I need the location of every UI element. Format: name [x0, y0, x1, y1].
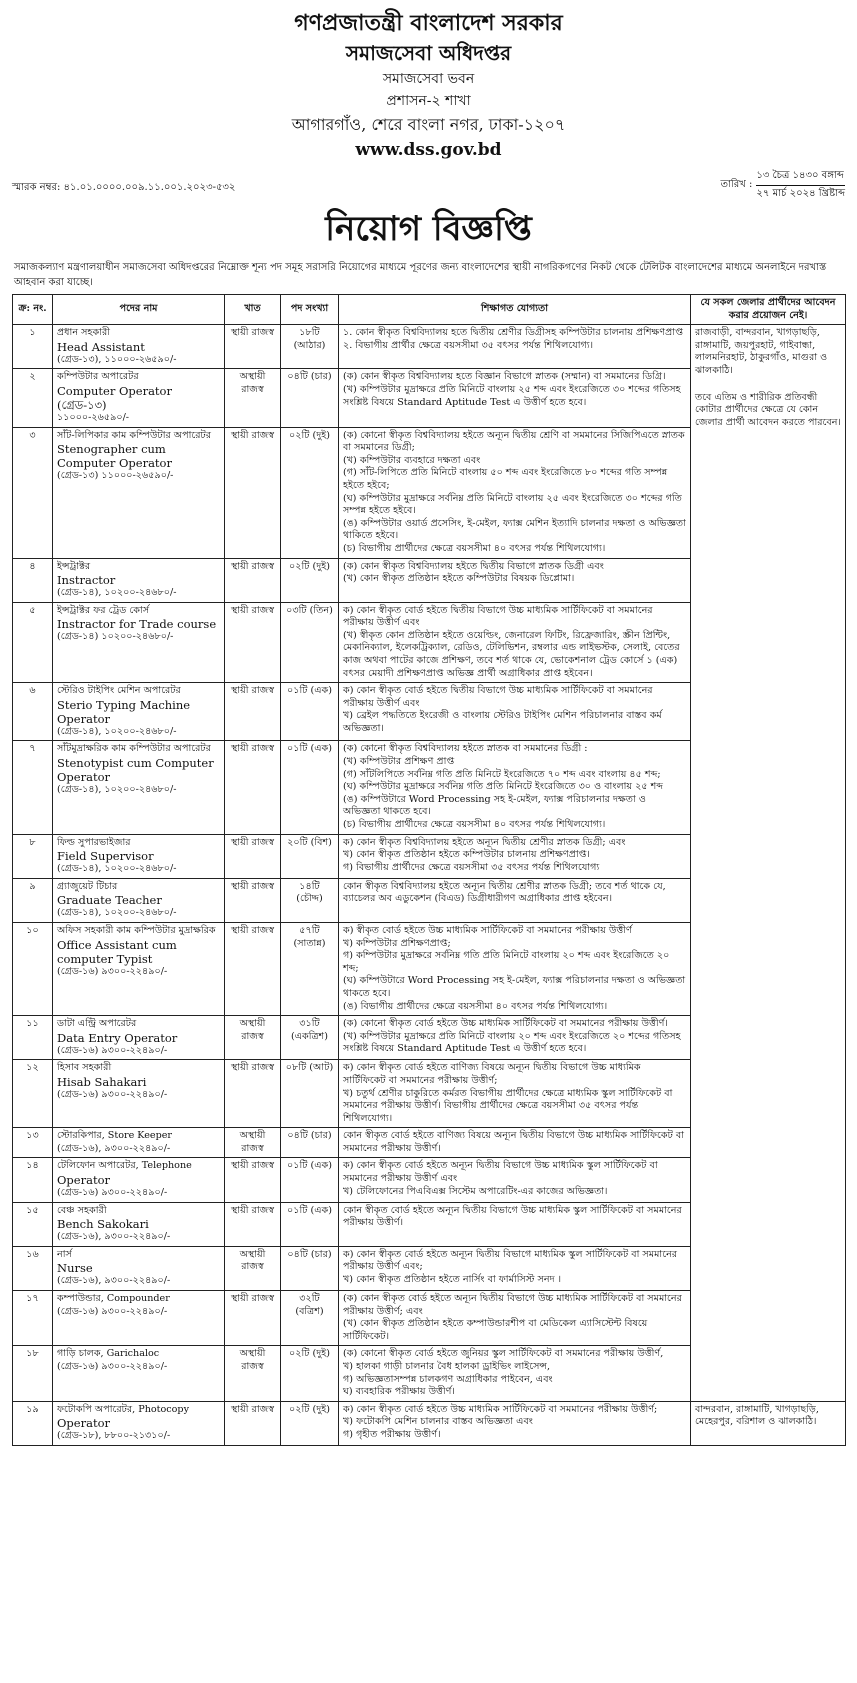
post-count: ০২টি (দুই)	[288, 560, 330, 572]
post-name-bangla: স্টেরিও টাইপিং মেশিন অপারেটর	[57, 685, 181, 697]
post-grade: (গ্রেড-১৪), ১০২০০-২৪৬৮০/-	[57, 587, 177, 599]
budget-head: স্থায়ী রাজস্ব	[230, 1204, 275, 1216]
head-cell	[225, 834, 281, 878]
count-cell	[281, 325, 339, 369]
table-row	[13, 325, 846, 369]
post-name-bangla: কম্পাউন্ডার, Compounder	[57, 1293, 170, 1305]
post-name-bangla: সাঁটমুদ্রাক্ষরিক কাম কম্পিউটার অপারেটর	[57, 743, 211, 755]
serial-number: ১৪	[26, 1160, 39, 1172]
qualification-item: (ক) কোনো স্বীকৃত বোর্ড হইতে জুনিয়র স্কুল সার্টিফিকেট বা সমমানের পরীক্ষায় উত্তীর্ণ,	[343, 1348, 664, 1360]
col-qualification: শিক্ষাগত যোগ্যতা	[339, 295, 691, 325]
post-grade: (গ্রেড-১৬) ৯৩০০-২২৪৯০/-	[57, 1361, 168, 1372]
qualification-cell	[339, 878, 691, 922]
post-grade: (গ্রেড-১৬) ৯৩০০-২২৪৯০/-	[57, 1044, 168, 1056]
budget-head: স্থায়ী রাজস্ব	[230, 880, 275, 892]
department-name: সমাজসেবা অধিদপ্তর	[345, 41, 512, 65]
serial-number: ১২	[26, 1062, 39, 1074]
post-cell	[53, 602, 225, 683]
post-count: ০২টি (দুই)	[288, 429, 330, 441]
post-cell	[53, 741, 225, 834]
qualification-cell	[339, 834, 691, 878]
qualification-item: (খ) কম্পিউটার মুদ্রাক্ষরে প্রতি মিনিটে বাংলায় ২৫ শব্দ এবং ইংরেজিতে ৩০ শব্দের গতিসহ সংশ্লিষ্ট বিষয়ে Standard Aptitude Test এ উত্তীর্ণ হতে হবে।	[343, 383, 681, 408]
qualification-item: কোন স্বীকৃত বোর্ড হইতে বাণিজ্য বিষয়ে অন্যূন দ্বিতীয় বিভাগে উচ্চ মাধ্যমিক সার্টিফিকেট বা সমমানের পরীক্ষায় উত্তীর্ণ।	[343, 1130, 685, 1154]
qualification-item: ক) কোন স্বীকৃত বোর্ড হইতে উচ্চ মাধ্যমিক সার্টিফিকেট বা সমমানের পরীক্ষায় উত্তীর্ণ;	[343, 1403, 658, 1415]
excluded-districts-list: বান্দরবান, রাঙ্গামাটি, খাগড়াছড়ি, মেহেরপুর, বরিশাল ও ঝালকাঠি।	[695, 1403, 819, 1428]
post-cell	[53, 922, 225, 1015]
qualification-item: গ) অভিজ্ঞতাসম্পন্ন চালকগণ অগ্রাধিকার পাইবেন, এবং	[343, 1373, 553, 1385]
budget-head: স্থায়ী রাজস্ব	[230, 604, 275, 616]
head-cell	[225, 1060, 281, 1128]
post-name-english: Stenographer cum Computer Operator	[57, 442, 172, 471]
post-name-bangla: ইন্সট্রাক্টর ফর ট্রেড কোর্স	[57, 604, 150, 616]
serial-number: ৩	[29, 429, 36, 441]
website-link[interactable]: www.dss.gov.bd	[355, 140, 502, 160]
post-name-bangla: গ্র্যাজুয়েট টিচার	[57, 880, 118, 892]
post-grade: (গ্রেড-১৬) ৯৩০০-২২৪৯০/-	[57, 1088, 168, 1100]
post-name-english: Office Assistant cum computer Typist	[57, 937, 177, 966]
qualification-item: (ঙ) কম্পিউটার ওয়ার্ড প্রসেসিং, ই-মেইল, ফ্যাক্স মেশিন ইত্যাদি চালনার দক্ষতা ও অভিজ্ঞতা থাকিতে হইবে।	[343, 517, 686, 542]
qualification-cell	[339, 558, 691, 602]
serial-number: ১৬	[26, 1248, 39, 1260]
serial-number: ১৩	[26, 1130, 39, 1142]
post-cell	[53, 427, 225, 558]
excluded-districts-cell	[691, 1401, 846, 1445]
date-block	[721, 168, 846, 203]
post-cell	[53, 369, 225, 427]
post-name-english: Operator	[57, 1416, 110, 1431]
qualification-cell	[339, 1246, 691, 1290]
serial-number: ৯	[29, 880, 36, 892]
qualification-item: খ) ফটোকপি মেশিন চালনার বাস্তব অভিজ্ঞতা এবং	[343, 1416, 533, 1428]
count-cell	[281, 1202, 339, 1246]
post-cell	[53, 1246, 225, 1290]
budget-head: স্থায়ী রাজস্ব	[230, 1062, 275, 1074]
post-count: ০১টি (এক)	[287, 743, 332, 755]
qualification-cell	[339, 325, 691, 369]
qualification-item: গ) গৃহীত পরীক্ষায় উত্তীর্ণ।	[343, 1428, 441, 1440]
post-cell	[53, 834, 225, 878]
serial-cell	[13, 1401, 53, 1445]
head-cell	[225, 325, 281, 369]
count-cell	[281, 1246, 339, 1290]
head-cell	[225, 427, 281, 558]
budget-head: অস্থায়ী রাজস্ব	[239, 1018, 266, 1042]
budget-head: স্থায়ী রাজস্ব	[230, 924, 275, 936]
qualification-item: খ) কোন স্বীকৃত প্রতিষ্ঠান হইতে কম্পিউটার চালনায় প্রশিক্ষণপ্রাপ্ত।	[343, 849, 590, 861]
qualification-item: (ঘ) কম্পিউটার মুদ্রাক্ষরে সর্বনিম্ন গতি প্রতি মিনিটে ইংরেজিতে ৩০ ও বাংলায় ২৫ শব্দ	[343, 781, 664, 793]
qualification-item: খ) হালকা গাড়ী চালনার বৈধ হালকা ড্রাইভিং লাইসেন্স,	[343, 1361, 551, 1372]
head-cell	[225, 1291, 281, 1346]
post-count: ৩২টি (বত্রিশ)	[295, 1293, 324, 1317]
qualification-cell	[339, 602, 691, 683]
serial-cell	[13, 878, 53, 922]
qualification-item: খ) কম্পিউটার প্রশিক্ষণপ্রাপ্ত;	[343, 937, 451, 949]
post-count: ০৪টি (চার)	[287, 1130, 332, 1142]
qualification-item: ক) কোন স্বীকৃত বোর্ড হইতে দ্বিতীয় বিভাগে উচ্চ মাধ্যমিক সার্টিফিকেট বা সমমানের পরীক্ষায় উত্তীর্ণ এবং	[343, 604, 653, 629]
qualification-cell	[339, 427, 691, 558]
count-cell	[281, 1346, 339, 1401]
post-grade: (গ্রেড-১৮), ৮৮০০-২১৩১০/-	[57, 1430, 171, 1442]
post-name-bangla: স্টোরকিপার, Store Keeper	[57, 1130, 172, 1142]
post-count: ০৪টি (চার)	[287, 1248, 332, 1260]
budget-head: স্থায়ী রাজস্ব	[230, 685, 275, 697]
post-name-english: Hisab Sahakari	[57, 1074, 147, 1089]
qualification-item: (খ) স্বীকৃত কোন প্রতিষ্ঠান হইতে ওয়েল্ডিং, জেনারেল ফিটিং, রিফ্রেজারিং, স্ক্রীন প্রিন্টিং, মেকানিক্যাল, ইলেকট্রিক্যাল, রেডিও, টেলিভিশন, রম্বলার এন্ড লাইভস্টক, সেলাই, বেতের কাজ অথবা পাটের কাজে প্রশিক্ষণ, তবে শর্ত থাকে যে, ভোকেশনাল ট্রেড কোর্সে ১ (এক) বৎসর মেয়াদী প্রশিক্ষণপ্রাপ্ত অভিজ্ঞ প্রার্থী অগ্রাধিকার প্রাপ্ত হইবেন।	[343, 629, 680, 679]
post-name-english: Data Entry Operator	[57, 1030, 178, 1045]
post-cell	[53, 558, 225, 602]
post-count: ৫৭টি (সাতান্ন)	[293, 924, 326, 949]
post-cell	[53, 1016, 225, 1060]
post-cell	[53, 1346, 225, 1401]
post-grade: (গ্রেড-১৬), ৯৩০০-২২৪৯০/-	[57, 1142, 171, 1154]
qualification-cell	[339, 1128, 691, 1158]
memo-number: স্মারক নম্বর: ৪১.০১.০০০০.০০৯.১১.০০১.২০২৩-৫৩২	[12, 182, 236, 193]
serial-cell	[13, 1246, 53, 1290]
serial-number: ৮	[29, 836, 36, 848]
post-grade: (গ্রেড-১৬) ৯৩০০-২২৪৯০/-	[57, 965, 168, 977]
post-count: ০৪টি (চার)	[287, 371, 332, 383]
serial-cell	[13, 683, 53, 741]
serial-cell	[13, 369, 53, 427]
serial-number: ১০	[26, 924, 39, 936]
qualification-item: গ) বিভাগীয় প্রার্থীদের ক্ষেত্রে বয়সসীমা ৩৫ বৎসর পর্যন্ত শিথিলযোগ্য	[343, 861, 600, 873]
qualification-cell	[339, 1060, 691, 1128]
qualification-item: ক) কোন স্বীকৃত বোর্ড হইতে বাণিজ্য বিষয়ে অন্যূন দ্বিতীয় বিভাগে উচ্চ মাধ্যমিক সার্টিফিকেট বা সমমানের পরীক্ষায় উত্তীর্ণ;	[343, 1062, 641, 1086]
date-english: ২৭ মার্চ ২০২৪ খ্রিষ্টাব্দ	[756, 188, 845, 199]
post-cell	[53, 1291, 225, 1346]
post-name-bangla: টেলিফোন অপারেটর, Telephone	[57, 1160, 192, 1172]
head-cell	[225, 1016, 281, 1060]
serial-number: ১৯	[26, 1403, 39, 1415]
qualification-cell	[339, 369, 691, 427]
post-count: ২০টি (বিশ)	[287, 836, 332, 848]
qualification-item: (ক) কোনো স্বীকৃত বিশ্ববিদ্যালয় হইতে স্নাতক বা সমমানের ডিগ্রী :	[343, 743, 588, 755]
post-cell	[53, 1401, 225, 1445]
intro-paragraph: সমাজকল্যাণ মন্ত্রণালয়াধীন সমাজসেবা অধিদপ্তরের নিম্নোক্ত শূন্য পদ সমূহ সরাসরি নিয়োগের মাধ্যমে পূরণের জন্য বাংলাদেশের স্থায়ী নাগরিকগণের নিকট থেকে টেলিটক বাংলাদেশের মাধ্যমে অনলাইনে দরখাস্ত আহবান করা যাচ্ছে।	[14, 262, 827, 288]
qualification-item: কোন স্বীকৃত বোর্ড হইতে অন্যূন দ্বিতীয় বিভাগে উচ্চ মাধ্যমিক স্কুল সার্টিফিকেট বা সমমানের পরীক্ষায় উত্তীর্ণ।	[343, 1204, 682, 1229]
budget-head: স্থায়ী রাজস্ব	[230, 560, 275, 572]
qualification-item: ১. কোন স্বীকৃত বিশ্ববিদ্যালয় হতে দ্বিতীয় শ্রেণীর ডিগ্রীসহ কম্পিউটার চালনায় প্রশিক্ষণপ্রাপ্ত	[343, 327, 683, 339]
count-cell	[281, 1128, 339, 1158]
qualification-item: ক) কোন স্বীকৃত বিশ্ববিদ্যালয় হইতে অন্যূন দ্বিতীয় শ্রেণীর স্নাতক ডিগ্রী; এবং	[343, 836, 626, 848]
post-name-bangla: ডাটা এন্ট্রি অপারেটর	[57, 1018, 137, 1030]
post-cell	[53, 683, 225, 741]
post-name-english: Operator	[57, 1173, 110, 1188]
qualification-item: (ক) কোন স্বীকৃত বোর্ড হইতে অন্যূন দ্বিতীয় বিভাগে উচ্চ মাধ্যমিক সার্টিফিকেট বা সমমানের পরীক্ষায় উত্তীর্ণ; এবং	[343, 1293, 682, 1317]
qualification-item: কোন স্বীকৃত বিশ্ববিদ্যালয় হইতে অন্যূন দ্বিতীয় শ্রেণীর স্নাতক ডিগ্রী; তবে শর্ত থাকে যে, ব্যাচেলর অব এডুকেশন (বিএড) ডিগ্রীধারীগণ অগ্রাধিকার প্রাপ্ত হইবেন।	[343, 880, 666, 905]
qualification-item: (ঙ) কম্পিউটারে Word Processing সহ ই-মেইল, ফ্যাক্স পরিচালনার দক্ষতা ও অভিজ্ঞতা থাকতে হবে।	[343, 793, 646, 818]
col-count: পদ সংখ্যা	[281, 295, 339, 325]
post-name-bangla: ইন্সট্রাক্টর	[57, 560, 91, 572]
qualification-cell	[339, 1016, 691, 1060]
serial-cell	[13, 1346, 53, 1401]
qualification-item: (খ) কোন স্বীকৃত প্রতিষ্ঠান হইতে কম্পাউন্ডারশীপ বা মেডিকেল এ্যাসিস্টেন্ট বিষয়ে সার্টিফিকেট।	[343, 1318, 648, 1342]
budget-head: স্থায়ী রাজস্ব	[230, 429, 275, 441]
vacancy-table	[12, 294, 846, 1446]
post-grade: (গ্রেড-১৬) ৯৩০০-২২৪৯০/-	[57, 1305, 168, 1317]
qualification-cell	[339, 1291, 691, 1346]
head-cell	[225, 1246, 281, 1290]
post-cell	[53, 325, 225, 369]
notice-page	[10, 0, 847, 1446]
count-cell	[281, 834, 339, 878]
count-cell	[281, 602, 339, 683]
post-name-english: Stenotypist cum Computer Operator	[57, 756, 214, 785]
serial-number: ১	[29, 327, 36, 339]
post-name-english: Sterio Typing Machine Operator	[57, 697, 191, 726]
post-name-bangla: ফিল্ড সুপারভাইজার	[57, 836, 131, 848]
post-grade: (গ্রেড-১৪), ১০২০০-২৪৬৮০/-	[57, 863, 177, 875]
serial-cell	[13, 558, 53, 602]
qualification-item: গ) কম্পিউটার মুদ্রাক্ষরে সর্বনিম্ন গতি প্রতি মিনিটে বাংলায় ২০ শব্দ এবং ইংরেজিতে ২০ শব্দ;	[343, 950, 670, 974]
count-cell	[281, 1291, 339, 1346]
memo-date-row	[10, 162, 847, 202]
head-cell	[225, 369, 281, 427]
budget-head: স্থায়ী রাজস্ব	[230, 743, 275, 755]
serial-number: ৭	[29, 743, 36, 755]
post-cell	[53, 878, 225, 922]
count-cell	[281, 1401, 339, 1445]
post-count: ১৮টি (আঠার)	[293, 327, 326, 351]
qualification-item: (খ) কোন স্বীকৃত প্রতিষ্ঠান হইতে কম্পিউটার বিষয়ক ডিপ্লোমা।	[343, 573, 575, 585]
qualification-item: (ঙ) বিভাগীয় প্রার্থীদের ক্ষেত্রে বয়সসীমা ৪০ বৎসর পর্যন্ত শিথিলযোগ্য।	[343, 1000, 608, 1012]
post-grade: ১১০০০-২৬৫৯০/-	[57, 411, 130, 423]
head-cell	[225, 1202, 281, 1246]
excluded-districts-cell	[691, 325, 846, 1402]
table-header-row	[13, 295, 846, 325]
count-cell	[281, 1060, 339, 1128]
quota-exception-note: তবে এতিম ও শারীরিক প্রতিবন্ধী কোটার প্রার্থীদের ক্ষেত্রে যে কোন জেলার প্রার্থী আবেদন করতে পারবেন।	[695, 391, 841, 428]
post-grade: (গ্রেড-১৪) ১০২০০-২৪৬৮০/-	[57, 631, 174, 643]
col-head: খাত	[225, 295, 281, 325]
budget-head: অস্থায়ী রাজস্ব	[239, 1248, 266, 1273]
qualification-item: (ঘ) কম্পিউটার মুদ্রাক্ষরে সর্বনিম্ন প্রতি মিনিটে বাংলায় ২৫ এবং ইংরেজিতে ৩০ শব্দের গতি সম্পন্ন হইতে হইবে।	[343, 492, 682, 517]
budget-head: স্থায়ী রাজস্ব	[230, 836, 275, 848]
col-post: পদের নাম	[53, 295, 225, 325]
serial-number: ৬	[29, 685, 36, 697]
government-name: গণপ্রজাতন্ত্রী বাংলাদেশ সরকার	[294, 10, 563, 36]
post-name-bangla: নার্স	[57, 1248, 72, 1260]
budget-head: অস্থায়ী রাজস্ব	[239, 1130, 266, 1154]
serial-cell	[13, 834, 53, 878]
post-name-bangla: কম্পিউটার অপারেটর	[57, 371, 139, 383]
head-cell	[225, 878, 281, 922]
serial-cell	[13, 1158, 53, 1202]
qualification-item: ক) কোন স্বীকৃত বোর্ড হইতে অন্যূন দ্বিতীয় বিভাগে মাধ্যমিক স্কুল সার্টিফিকেট বা সমমানের পরীক্ষায় উত্তীর্ণ এবং;	[343, 1248, 678, 1273]
qualification-item: খ) কোন স্বীকৃত প্রতিষ্ঠান হইতে নার্সিং বা ফার্মাসিস্ট সনদ ।	[343, 1274, 562, 1286]
qualification-cell	[339, 683, 691, 741]
count-cell	[281, 1016, 339, 1060]
post-name-bangla: প্রধান সহকারী	[57, 327, 110, 339]
post-grade: (গ্রেড-১৬), ৯৩০০-২২৪৯০/-	[57, 1231, 171, 1243]
head-cell	[225, 741, 281, 834]
serial-number: ১৮	[26, 1348, 39, 1360]
post-count: ০১টি (এক)	[287, 1160, 332, 1172]
branch-name: প্রশাসন-২ শাখা	[386, 93, 471, 109]
qualification-cell	[339, 1346, 691, 1401]
qualification-item: (ক) কোন স্বীকৃত বিশ্ববিদ্যালয় হতে বিজ্ঞান বিভাগে স্নাতক (সম্মান) বা সমমানের ডিগ্রি।	[343, 371, 666, 383]
qualification-item: ক) কোন স্বীকৃত বোর্ড হইতে দ্বিতীয় বিভাগে উচ্চ মাধ্যমিক সার্টিফিকেট বা সমমানের পরীক্ষায় উত্তীর্ণ এবং	[343, 685, 653, 709]
count-cell	[281, 741, 339, 834]
qualification-cell	[339, 1202, 691, 1246]
date-label: তারিখ :	[720, 179, 753, 190]
serial-number: ১১	[26, 1018, 39, 1030]
qualification-item: (গ) সাঁটলিপিতে সর্বনিম্ন গতি প্রতি মিনিটে ইংরেজিতে ৭০ শব্দ এবং বাংলায় ৪৫ শব্দ;	[343, 768, 661, 780]
post-count: ০১টি (এক)	[287, 685, 332, 697]
qualification-item: (খ) কম্পিউটার প্রশিক্ষণ প্রাপ্ত	[343, 756, 455, 768]
budget-head: স্থায়ী রাজস্ব	[230, 327, 275, 339]
post-grade: (গ্রেড-১৪), ১০২০০-২৪৬৮০/-	[57, 907, 177, 919]
qualification-cell	[339, 1401, 691, 1445]
count-cell	[281, 922, 339, 1015]
qualification-item: ক) স্বীকৃত বোর্ড হইতে উচ্চ মাধ্যমিক সার্টিফিকেট বা সমমানের পরীক্ষায় উত্তীর্ণ	[343, 924, 632, 936]
post-name-bangla: হিসাব সহকারী	[57, 1062, 112, 1074]
letterhead	[10, 8, 847, 162]
head-cell	[225, 922, 281, 1015]
serial-cell	[13, 1016, 53, 1060]
post-grade: (গ্রেড-১৪), ১০২০০-২৪৬৮০/-	[57, 784, 177, 796]
head-cell	[225, 1158, 281, 1202]
qualification-cell	[339, 922, 691, 1015]
qualification-cell	[339, 741, 691, 834]
head-cell	[225, 683, 281, 741]
count-cell	[281, 558, 339, 602]
serial-cell	[13, 922, 53, 1015]
budget-head: অস্থায়ী রাজস্ব	[239, 371, 266, 395]
budget-head: অস্থায়ী রাজস্ব	[239, 1348, 266, 1372]
post-name-english: Graduate Teacher	[57, 893, 162, 908]
count-cell	[281, 878, 339, 922]
qualification-item: খ) ব্রেইল পদ্ধতিতে ইংরেজী ও বাংলায় স্টেরিও টাইপিং মেশিন পরিচালনার বাস্তব কর্ম অভিজ্ঞতা।	[343, 710, 662, 735]
qualification-item: ঘ) ব্যবহারিক পরীক্ষায় উত্তীর্ণ।	[343, 1386, 455, 1398]
count-cell	[281, 683, 339, 741]
post-grade: (গ্রেড-১৪), ১০২০০-২৪৬৮০/-	[57, 725, 177, 737]
post-grade: (গ্রেড-১৩), ১১০০০-২৬৫৯০/-	[57, 353, 177, 365]
serial-cell	[13, 325, 53, 369]
post-grade: (গ্রেড-১৩) ১১০০০-২৬৫৯০/-	[57, 470, 174, 482]
qualification-item: (খ) কম্পিউটার ব্যবহারে দক্ষতা এবং	[343, 454, 481, 466]
qualification-item: (গ) সাঁট-লিপিতে প্রতি মিনিটে বাংলায় ৫০ শব্দ এবং ইংরেজিতে ৮০ শব্দের গতি সম্পন্ন হইতে হইবে;	[343, 467, 668, 491]
post-cell	[53, 1128, 225, 1158]
post-grade: (গ্রেড-১৬) ৯৩০০-২২৪৯০/-	[57, 1187, 168, 1199]
post-name-english: Field Supervisor	[57, 849, 154, 864]
building-name: সমাজসেবা ভবন	[382, 71, 475, 87]
post-name-english: Nurse	[57, 1261, 93, 1276]
post-grade: (গ্রেড-১৬), ৯৩০০-২২৪৯০/-	[57, 1275, 171, 1287]
post-count: ১৪টি (চৌদ্দ)	[296, 880, 323, 905]
post-count: ০২টি (দুই)	[288, 1403, 330, 1415]
post-cell	[53, 1202, 225, 1246]
qualification-item: (চ) বিভাগীয় প্রার্থীদের ক্ষেত্রে বয়সসীমা ৪০ বৎসর পর্যন্ত শিথিলযোগ্য।	[343, 542, 606, 554]
address: আগারগাঁও, শেরে বাংলা নগর, ঢাকা-১২০৭	[291, 115, 566, 134]
serial-number: ৫	[29, 604, 36, 616]
count-cell	[281, 1158, 339, 1202]
qualification-item: (চ) বিভাগীয় প্রার্থীদের ক্ষেত্রে বয়সসীমা ৪০ বৎসর পর্যন্ত শিথিলযোগ্য।	[343, 819, 606, 830]
budget-head: স্থায়ী রাজস্ব	[230, 1293, 275, 1305]
head-cell	[225, 1128, 281, 1158]
post-count: ০২টি (দুই)	[288, 1348, 330, 1360]
post-count: ০৩টি (তিন)	[286, 604, 333, 616]
date-bangla: ১৩ চৈত্র ১৪৩০ বঙ্গাব্দ	[756, 168, 845, 186]
post-name-bangla: সাঁট-লিপিকার কাম কম্পিউটার অপারেটর	[57, 429, 212, 441]
qualification-cell	[339, 1158, 691, 1202]
serial-cell	[13, 602, 53, 683]
notice-title: নিয়োগ বিজ্ঞপ্তি	[325, 209, 532, 249]
qualification-item: (ঘ) কম্পিউটারে Word Processing সহ ই-মেইল, ফ্যাক্স পরিচালনার দক্ষতা ও অভিজ্ঞতা থাকতে হবে।	[343, 975, 686, 999]
qualification-item: খ) টেলিফোনের পিএবিএক্স সিস্টেম অপারেটিং-এর কাজের অভিজ্ঞতা।	[343, 1185, 608, 1197]
post-name-english: Bench Sakokari	[57, 1217, 149, 1232]
serial-number: ২	[29, 371, 36, 383]
post-count: ০৮টি (আট)	[285, 1062, 334, 1074]
post-cell	[53, 1158, 225, 1202]
qualification-item: ২. বিভাগীয় প্রার্থীর ক্ষেত্রে বয়সসীমা ৩৫ বৎসর পর্যন্ত শিথিলযোগ্য।	[343, 339, 594, 351]
post-name-english: Instractor for Trade course	[57, 617, 217, 632]
post-name-bangla: অফিস সহকারী কাম কম্পিউটার মুদ্রাক্ষরিক	[57, 924, 216, 936]
post-name-english: Head Assistant	[57, 339, 145, 354]
serial-cell	[13, 1060, 53, 1128]
qualification-item: খ) চতুর্থ শ্রেণীর চাকুরিতে কর্মরত বিভাগীয় প্রার্থীদের ক্ষেত্রে মাধ্যমিক স্কুল সার্টিফিকেট বা সমমানের পরীক্ষায় উত্তীর্ণ। বিভাগীয় প্রার্থীদের ক্ষেত্রে বয়সসীমা ৩৫ বৎসর পর্যন্ত শিথিলযোগ্য।	[343, 1087, 673, 1124]
serial-number: ১৫	[26, 1204, 39, 1216]
budget-head: স্থায়ী রাজস্ব	[230, 1403, 275, 1415]
serial-cell	[13, 1291, 53, 1346]
qualification-item: (ক) কোনো স্বীকৃত বোর্ড হইতে উচ্চ মাধ্যমিক সার্টিফিকেট বা সমমানের পরীক্ষায় উত্তীর্ণ।	[343, 1018, 668, 1030]
col-excluded-districts: যে সকল জেলার প্রার্থীদের আবেদন করার প্রয়োজন নেই।	[691, 295, 846, 325]
table-row	[13, 1401, 846, 1445]
serial-cell	[13, 1202, 53, 1246]
col-serial: ক্র: নং.	[13, 295, 53, 325]
head-cell	[225, 602, 281, 683]
qualification-item: ক) কোন স্বীকৃত বোর্ড হইতে অন্যূন দ্বিতীয় বিভাগে উচ্চ মাধ্যমিক স্কুল সার্টিফিকেট বা সমমানের পরীক্ষায় উত্তীর্ণ এবং	[343, 1160, 658, 1185]
post-cell	[53, 1060, 225, 1128]
head-cell	[225, 558, 281, 602]
budget-head: স্থায়ী রাজস্ব	[230, 1160, 275, 1172]
count-cell	[281, 427, 339, 558]
post-name-bangla: ফটোকপি অপারেটর, Photocopy	[57, 1403, 189, 1415]
post-name-bangla: বেঞ্চ সহকারী	[57, 1204, 107, 1216]
serial-cell	[13, 427, 53, 558]
post-count: ৩১টি (একত্রিশ)	[291, 1018, 328, 1042]
serial-number: ১৭	[26, 1293, 39, 1305]
post-name-english: Instractor	[57, 573, 116, 588]
serial-cell	[13, 741, 53, 834]
serial-number: ৪	[29, 560, 36, 572]
serial-cell	[13, 1128, 53, 1158]
qualification-item: (খ) কম্পিউটার মুদ্রাক্ষরে প্রতি মিনিটে বাংলায় ২০ শব্দ এবং ইংরেজিতে ২০ শব্দের গতিসহ সংশ্লিষ্ট বিষয়ে Standard Aptitude Test এ উত্তীর্ণ হতে হবে।	[343, 1030, 681, 1055]
excluded-districts-list: রাজবাড়ী, বান্দরবান, খাগড়াছড়ি, রাঙ্গামাটি, জয়পুরহাট, গাইবান্ধা, লালমনিরহাট, ঠাকুরগাঁও, মাগুরা ও ঝালকাঠি।	[695, 327, 828, 376]
post-name-bangla: গাড়ি চালক, Garichaloc	[57, 1348, 160, 1360]
count-cell	[281, 369, 339, 427]
qualification-item: (ক) কোন স্বীকৃত বিশ্ববিদ্যালয় হইতে দ্বিতীয় বিভাগে স্নাতক ডিগ্রী এবং	[343, 560, 604, 572]
post-count: ০১টি (এক)	[287, 1204, 332, 1216]
post-name-english: Computer Operator (গ্রেড-১৩)	[57, 383, 172, 412]
head-cell	[225, 1346, 281, 1401]
head-cell	[225, 1401, 281, 1445]
qualification-item: (ক) কোনো স্বীকৃত বিশ্ববিদ্যালয় হইতে অন্যূন দ্বিতীয় শ্রেণি বা সমমানের সিজিপিএতে স্নাতক বা সমমানের ডিগ্রী;	[343, 429, 685, 454]
